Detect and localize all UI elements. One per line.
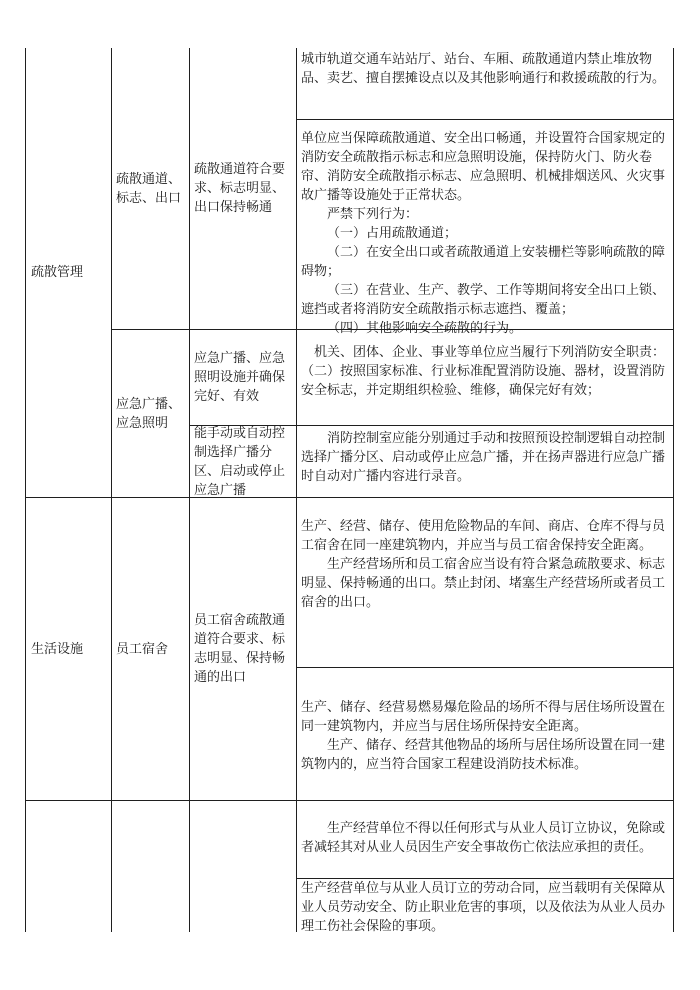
standard-label: 能手动或自动控制选择广播分区、启动或停止应急广播: [194, 425, 286, 498]
requirement-text: 生产经营单位与从业人员订立的劳动合同，应当载明有关保障从业人员劳动安全、防止职业危害的事项，以及依法为从业人员办理工伤社会保险的事项。: [301, 881, 666, 934]
standard-cell-broadcast-control: [191, 426, 296, 497]
row-divider: [25, 800, 674, 801]
requirement-cell: [298, 50, 672, 118]
requirement-text: 生产、经营、储存、使用危险物品的车间、商店、仓库不得与员工宿舍在同一座建筑物内，并应当与员工宿舍保持安全距离。: [301, 519, 666, 553]
requirement-text: 生产经营单位不得以任何形式与从业人员订立协议，免除或者减轻其对从业人员因生产安全事故伤亡依法应承担的责任。: [301, 821, 666, 855]
standard-cell-emergency-lighting: [191, 330, 296, 425]
requirement-text: （四）其他影响安全疏散的行为。: [327, 321, 523, 336]
requirement-text: 消防控制室应能分别通过手动和按照预设控制逻辑自动控制选择广播分区、启动或停止应急广播，并在扬声器进行应急广播时自动对广播内容进行录音。: [301, 431, 666, 484]
requirement-cell: [298, 517, 672, 665]
standard-label: 应急广播、应急照明设施并确保完好、有效: [194, 351, 286, 404]
requirement-text: 生产经营场所和员工宿舍应当设有符合紧急疏散要求、标志明显、保持畅通的出口。禁止封闭、堵塞生产经营场所或者员工宿舍的出口。: [301, 557, 666, 610]
item-label: 疏散通道、标志、出口: [116, 171, 182, 206]
item-cell-emergency-broadcast: [113, 330, 189, 497]
row-divider: [296, 667, 674, 668]
standard-label: 员工宿舍疏散通道符合要求、标志明显、保持畅通的出口: [194, 613, 286, 685]
category-label: 生活设施: [31, 641, 84, 657]
standard-cell-dormitory: [191, 498, 296, 800]
requirement-cell: [298, 129, 672, 336]
requirement-text: 单位应当保障疏散通道、安全出口畅通，并设置符合国家规定的消防安全疏散指示标志和应急照明设施，保持防火门、防火卷帘、消防安全疏散指示标志、应急照明、机械排烟送风、火灾事故广播等设施处于正常状态。: [301, 131, 666, 203]
requirement-cell: [298, 879, 672, 932]
requirement-cell: [298, 343, 672, 423]
requirement-text: 城市轨道交通车站站厅、站台、车厢、疏散通道内禁止堆放物品、卖艺、擅自摆摊设点以及其他影响通行和救援疏散的行为。: [301, 52, 666, 86]
requirement-cell: [298, 819, 672, 877]
category-label: 疏散管理: [31, 265, 84, 280]
item-cell-evacuation-routes: [113, 48, 189, 329]
requirement-text: （三）在营业、生产、教学、工作等期间将安全出口上锁、遮挡或者将消防安全疏散指示标志遮挡、覆盖；: [301, 283, 666, 317]
standard-cell-evacuation-routes: [191, 48, 296, 329]
requirement-text: 严禁下列行为：: [327, 207, 419, 222]
requirement-text: （二）在安全出口或者疏散通道上安装栅栏等影响疏散的障碍物；: [301, 245, 666, 279]
requirement-text: （一）占用疏散通道；: [327, 226, 458, 241]
category-cell-living: [27, 498, 111, 800]
requirement-text: 生产、储存、经营其他物品的场所与居住场所设置在同一建筑物内的，应当符合国家工程建设消防技术标准。: [301, 738, 666, 772]
item-cell-dormitory: [113, 498, 189, 800]
item-label: 员工宿舍: [116, 641, 169, 657]
category-cell-evacuation: [27, 48, 111, 497]
row-divider: [296, 119, 674, 120]
requirement-text: 生产、储存、经营易燃易爆危险品的场所不得与居住场所设置在同一建筑物内，并应当与居住场所保持安全距离。: [301, 700, 666, 734]
item-label: 应急广播、应急照明: [116, 396, 182, 431]
requirement-cell: [298, 698, 672, 798]
requirement-cell: [298, 429, 672, 495]
requirement-text: （二）按照国家标准、行业标准配置消防设施、器材，设置消防安全标志，并定期组织检验、维修，确保完好有效；: [301, 364, 666, 398]
standard-label: 疏散通道符合要求、标志明显、出口保持畅通: [194, 162, 286, 215]
requirement-text: 机关、团体、企业、事业等单位应当履行下列消防安全职责：: [314, 345, 666, 360]
